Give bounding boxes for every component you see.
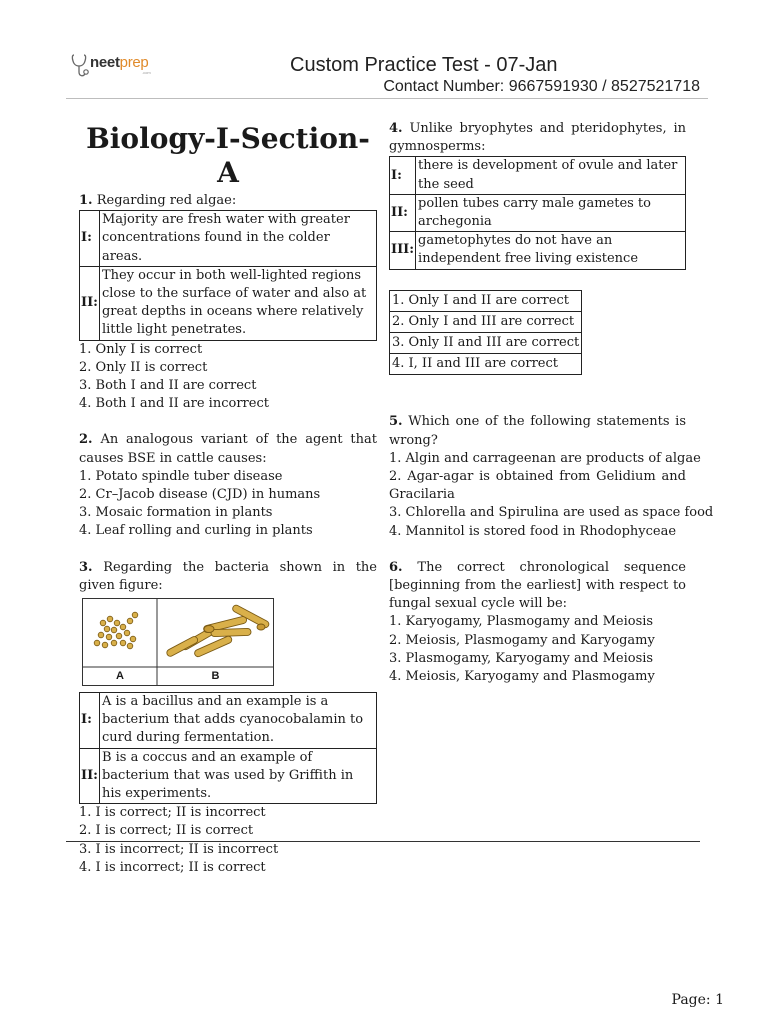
question-number: 4. [389,121,403,136]
statement-row [390,194,686,231]
statement-row [390,232,686,269]
cocci-cluster [94,612,138,649]
statement-text: pollen tubes carry male gametes to archegonia [416,194,686,231]
stethoscope-icon [70,52,92,80]
statement-row [390,157,686,194]
figure-label-b: B [211,670,220,683]
statement-text: gametophytes do not have an independent free living existence [416,232,686,269]
right-column [389,120,714,686]
statement-label: I: [80,211,100,267]
footer-divider [66,841,700,842]
answer-option: 1. Only I and II are correct [390,290,582,311]
question-3 [79,559,377,877]
answer-option: 2. Meiosis, Plasmogamy and Karyogamy [389,632,655,648]
answer-option: 4. Meiosis, Karyogamy and Plasmogamy [389,669,655,685]
statement-table [79,210,377,340]
question-1 [79,192,377,413]
answer-option: 3. Plasmogamy, Karyogamy and Meiosis [389,650,654,666]
question-stem: Unlike bryophytes and pteridophytes, in gymnosperms: [389,121,686,155]
answer-option: 3. Both I and II are correct [79,378,257,394]
answer-option: 3. I is incorrect; II is incorrect [79,841,279,857]
answer-option: 4. Both I and II are incorrect [79,396,269,412]
statement-text: there is development of ovule and later the seed [416,157,686,194]
contact-number: Contact Number: 9667591930 / 8527521718 [383,78,700,95]
statement-table [389,156,686,269]
test-title: Custom Practice Test - 07-Jan [290,54,558,76]
statement-text: A is a bacillus and an example is a bacterium that adds cyanocobalamin to curd during fermentation. [99,693,376,749]
answer-option: 3. Only II and III are correct [390,333,582,354]
question-number: 1. [79,193,93,208]
statement-row [80,211,377,267]
question-stem: An analogous variant of the agent that causes BSE in cattle causes: [79,432,378,466]
statement-row [80,693,377,749]
question-number: 2. [79,432,93,448]
statement-row [80,266,377,340]
answer-option: 4. Mannitol is stored food in Rhodophyceae [389,523,677,539]
statement-label: II: [80,266,100,340]
question-5 [389,413,714,540]
question-number: 3. [79,559,93,575]
question-stem: Which one of the following statements is wrong? [389,414,686,448]
statement-label: II: [80,748,100,804]
bacilli-cluster [166,604,270,658]
statement-label: I: [80,693,100,749]
answer-option: 3. Chlorella and Spirulina are used as space food [389,505,714,521]
figure-label-a: A [116,670,124,683]
answer-option: 1. Only I is correct [79,341,203,357]
answer-option: 4. I is incorrect; II is correct [79,859,266,875]
statement-text: Majority are fresh water with greater concentrations found in the colder areas. [99,211,376,267]
header-divider [66,98,708,99]
answer-option: 1. Karyogamy, Plasmogamy and Meiosis [389,614,654,630]
answer-option: 4. Leaf rolling and curling in plants [79,523,313,539]
answer-option: 2. I is correct; II is correct [79,823,254,839]
statement-label: III: [390,232,416,269]
answer-option: 3. Mosaic formation in plants [79,505,273,521]
statement-text: B is a coccus and an example of bacterium that was used by Griffith in his experiments. [99,748,376,804]
question-6 [389,559,686,686]
question-stem: Regarding red algae: [96,193,237,208]
answer-option: 1. I is correct; II is incorrect [79,805,266,821]
statement-row [80,748,377,804]
answer-option: 2. Agar-agar is obtained from Gelidium and Gracilaria [389,469,686,503]
answer-option: 2. Only I and III are correct [390,311,582,332]
section-title: Biology-I-Section-A [86,122,370,189]
statement-label: II: [390,194,416,231]
logo-tagline: .com [142,70,151,75]
bacteria-figure [82,598,274,686]
statement-table [79,692,377,804]
neetprep-logo [70,52,180,80]
answer-option: 2. Cr–Jacob disease (CJD) in humans [79,487,321,503]
page-number: Page: 1 [671,992,724,1008]
question-stem: The correct chronological sequence [beginning from the earliest] with respect to fungal sexual cycle will be: [389,559,686,612]
answer-option: 1. Potato spindle tuber disease [79,468,283,484]
statement-label: I: [390,157,416,194]
options-table [389,290,582,376]
question-number: 6. [389,559,403,575]
logo-text-main: neet [90,54,120,71]
question-2 [79,431,377,540]
statement-text: They occur in both well-lighted regions close to the surface of water and also at great depths in oceans where relatively little light penetrates. [99,266,376,340]
answer-option: 2. Only II is correct [79,359,208,375]
answer-option: 1. Algin and carrageenan are products of algae [389,450,701,466]
question-4 [389,120,686,375]
left-column [79,122,377,877]
question-stem: Regarding the bacteria shown in the given figure: [79,559,377,593]
logo-text-accent: prep [119,54,149,71]
answer-option: 4. I, II and III are correct [390,354,582,375]
question-number: 5. [389,414,403,430]
